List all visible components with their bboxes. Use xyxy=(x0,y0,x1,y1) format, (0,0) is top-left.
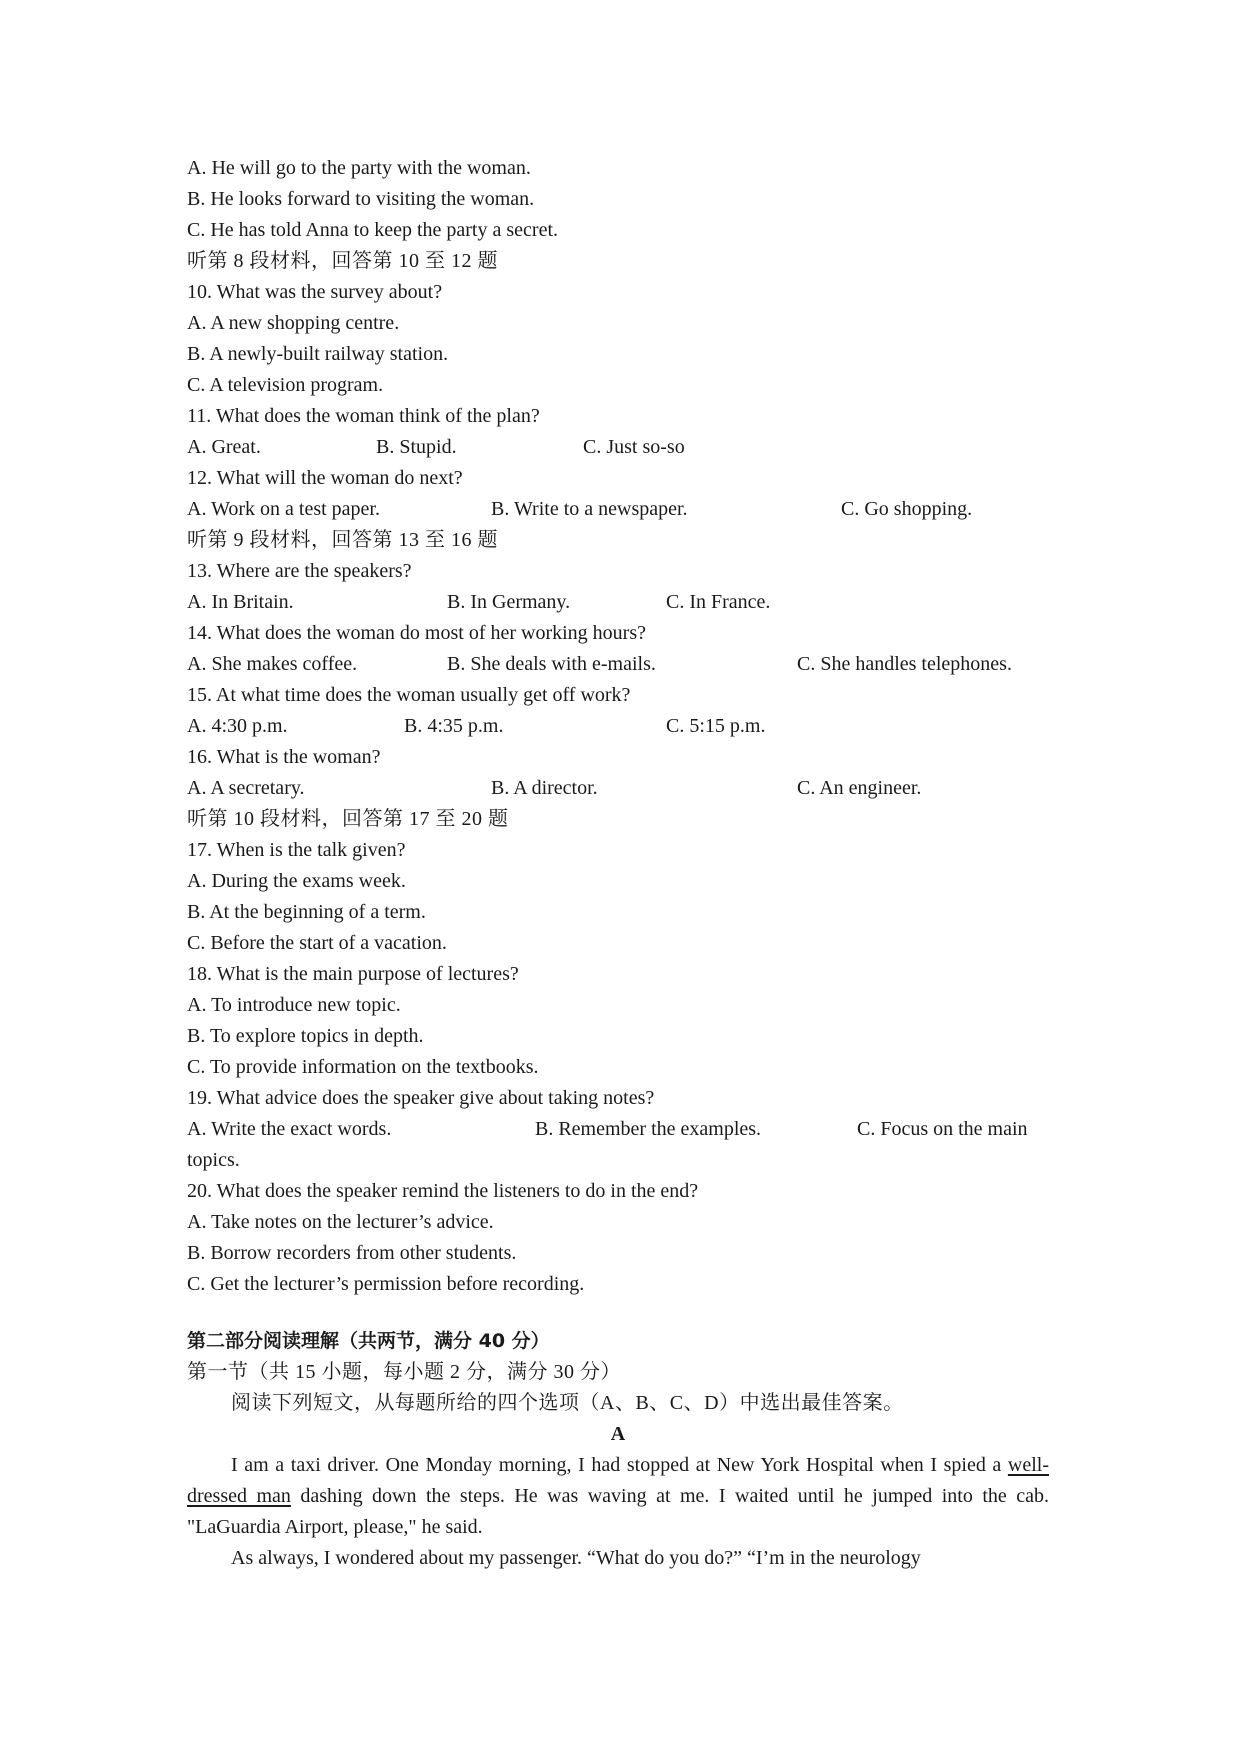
part-2-section-1-heading: 第一节（共 15 小题，每小题 2 分，满分 30 分） xyxy=(187,1361,621,1383)
passage-p1-start: I am a taxi driver. One Monday morning, I had stopped at New York Hospital when I spied a xyxy=(231,1454,1008,1476)
q11-option-a: A. Great. xyxy=(187,436,261,458)
q15-option-c: C. 5:15 p.m. xyxy=(666,715,766,737)
passage-paragraph-1 xyxy=(187,1450,1049,1543)
q9-option-b: B. He looks forward to visiting the woman. xyxy=(187,188,535,210)
section-8-heading: 听第 8 段材料，回答第 10 至 12 题 xyxy=(187,250,498,272)
q12-option-a: A. Work on a test paper. xyxy=(187,498,380,520)
q12-question: 12. What will the woman do next? xyxy=(187,467,463,489)
spacer xyxy=(187,1300,1049,1326)
q19-options xyxy=(187,1114,1049,1145)
q20-option-b: B. Borrow recorders from other students. xyxy=(187,1242,517,1264)
q15-options xyxy=(187,711,1049,742)
part-2-instruction: 阅读下列短文，从每题所给的四个选项（A、B、C、D）中选出最佳答案。 xyxy=(231,1392,904,1414)
q20-option-c: C. Get the lecturer’s permission before recording. xyxy=(187,1273,585,1295)
q14-option-c: C. She handles telephones. xyxy=(797,653,1012,675)
q16-option-b: B. A director. xyxy=(491,777,598,799)
section-10-heading: 听第 10 段材料，回答第 17 至 20 题 xyxy=(187,808,509,830)
q17-option-b: B. At the beginning of a term. xyxy=(187,901,426,923)
q20-question: 20. What does the speaker remind the listeners to do in the end? xyxy=(187,1180,699,1202)
q11-option-c: C. Just so-so xyxy=(583,436,685,458)
q19-question: 19. What advice does the speaker give about taking notes? xyxy=(187,1087,655,1109)
q10-question: 10. What was the survey about? xyxy=(187,281,443,303)
q14-option-b: B. She deals with e-mails. xyxy=(447,653,656,675)
q17-option-a: A. During the exams week. xyxy=(187,870,406,892)
q16-question: 16. What is the woman? xyxy=(187,746,381,768)
part-2-title: 第二部分阅读理解（共两节，满分 40 分） xyxy=(187,1330,550,1352)
q19-option-b: B. Remember the examples. xyxy=(535,1118,762,1140)
q12-option-b: B. Write to a newspaper. xyxy=(491,498,688,520)
q10-option-a: A. A new shopping centre. xyxy=(187,312,400,334)
q13-option-b: B. In Germany. xyxy=(447,591,571,613)
q15-question: 15. At what time does the woman usually get off work? xyxy=(187,684,631,706)
q16-options xyxy=(187,773,1049,804)
q13-question: 13. Where are the speakers? xyxy=(187,560,412,582)
q10-option-b: B. A newly-built railway station. xyxy=(187,343,449,365)
q16-option-c: C. An engineer. xyxy=(797,777,922,799)
passage-p1-end: dashing down the steps. He was waving at me. I waited until he jumped into the cab. "LaGuardia Airport, please," he said. xyxy=(187,1485,1049,1538)
q11-question: 11. What does the woman think of the plan? xyxy=(187,405,540,427)
q18-question: 18. What is the main purpose of lectures? xyxy=(187,963,519,985)
q11-options xyxy=(187,432,1049,463)
passage-label: A xyxy=(610,1423,626,1445)
q18-option-c: C. To provide information on the textbooks. xyxy=(187,1056,539,1078)
q16-option-a: A. A secretary. xyxy=(187,777,305,799)
q13-option-a: A. In Britain. xyxy=(187,591,294,613)
q17-question: 17. When is the talk given? xyxy=(187,839,406,861)
q17-option-c: C. Before the start of a vacation. xyxy=(187,932,447,954)
passage-underlined-phrase: well-dressed man xyxy=(187,1454,1049,1507)
q15-option-a: A. 4:30 p.m. xyxy=(187,715,288,737)
q14-options xyxy=(187,649,1049,680)
q10-option-c: C. A television program. xyxy=(187,374,384,396)
q12-option-c: C. Go shopping. xyxy=(841,498,973,520)
q18-option-a: A. To introduce new topic. xyxy=(187,994,401,1016)
q9-option-c: C. He has told Anna to keep the party a secret. xyxy=(187,219,558,241)
section-9-heading: 听第 9 段材料，回答第 13 至 16 题 xyxy=(187,529,498,551)
q13-option-c: C. In France. xyxy=(666,591,771,613)
q12-options xyxy=(187,494,1049,525)
q11-option-b: B. Stupid. xyxy=(376,436,457,458)
q9-option-a: A. He will go to the party with the woman. xyxy=(187,157,531,179)
q18-option-b: B. To explore topics in depth. xyxy=(187,1025,424,1047)
q14-option-a: A. She makes coffee. xyxy=(187,653,358,675)
page-content xyxy=(187,153,1049,1574)
passage-paragraph-2: As always, I wondered about my passenger. “What do you do?” “I’m in the neurology xyxy=(231,1547,921,1569)
q19-option-c: C. Focus on the main xyxy=(857,1118,1028,1140)
q19-option-a: A. Write the exact words. xyxy=(187,1118,392,1140)
q13-options xyxy=(187,587,1049,618)
q14-question: 14. What does the woman do most of her working hours? xyxy=(187,622,646,644)
q20-option-a: A. Take notes on the lecturer’s advice. xyxy=(187,1211,494,1233)
q15-option-b: B. 4:35 p.m. xyxy=(404,715,504,737)
q19-option-c-continued: topics. xyxy=(187,1149,240,1171)
